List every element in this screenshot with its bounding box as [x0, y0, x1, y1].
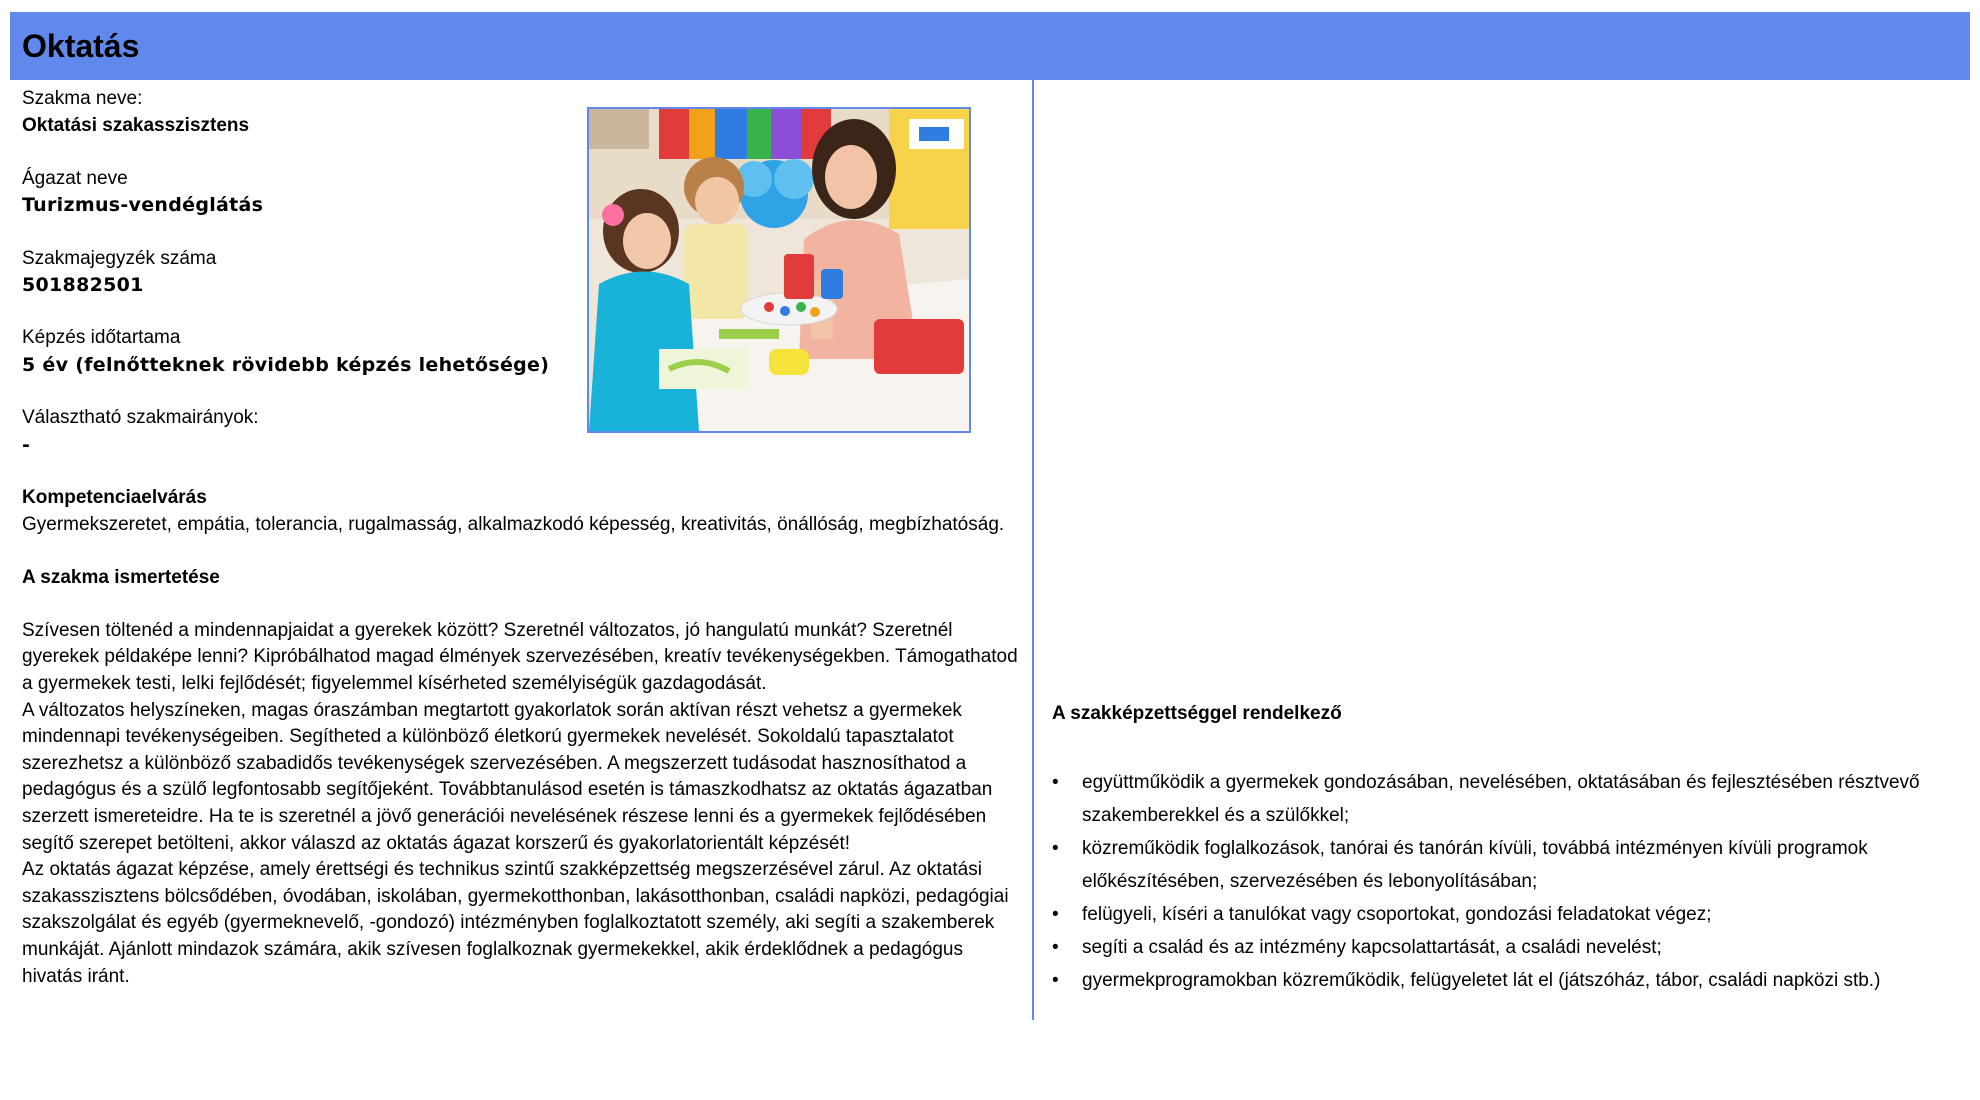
description-title: A szakma ismertetése: [22, 566, 220, 588]
column-divider: [1032, 80, 1034, 1020]
duration-value: 5 év (felnőtteknek rövidebb képzés lehetősége): [22, 353, 550, 376]
list-item: • segíti a család és az intézmény kapcsolattartását, a családi nevelést;: [1052, 931, 1952, 964]
competence-text: Gyermekszeretet, empátia, tolerancia, rugalmasság, alkalmazkodó képesség, kreativitás, önállóság, megbízhatóság.: [22, 513, 1005, 535]
list-item: • felügyeli, kíséri a tanulókat vagy csoportokat, gondozási feladatokat végez;: [1052, 898, 1952, 931]
sector-value: Turizmus-vendéglátás: [22, 194, 264, 217]
directions-label: Választható szakmairányok:: [22, 407, 259, 429]
duration-label: Képzés időtartama: [22, 327, 181, 349]
description-paragraph-3: Az oktatás ágazat képzése, amely érettségi és technikus szintű szakképzettség megszerzésével zárul. Az oktatási szakasszisztens bölcsődében, óvodában, iskolában, gyermekotthonban, lakásotthonban, családi napközi, pedagógiai szakszolgálat és egyéb (gyermeknevelő, -gondozó) intézményben foglalkoztatott személy, aki segíti a szakemberek munkáját. Ajánlott mindazok számára, akik szívesen foglalkoznak gyermekekkel, akik érdeklődnek a pedagógus hivatás iránt.: [22, 859, 1009, 987]
profession-label: Szakma neve:: [22, 88, 143, 109]
description-paragraph-1: Szívesen töltenéd a mindennapjaidat a gyerekek között? Szeretnél változatos, jó hangulatú munkát? Szeretnél gyerekek példaképe lenni? Kipróbálhatod magad élmények szervezésében, kreatív tevékenységekben. Támogathatod a gyermekek testi, lelki fejlődését; figyelemmel kísérheted személyiségük gazdagodását.: [22, 619, 1018, 695]
registry-value: 501882501: [22, 274, 144, 297]
qualified-list: [1052, 766, 1952, 997]
directions-value: -: [22, 433, 31, 456]
competence-title: Kompetenciaelvárás: [22, 486, 207, 508]
qualified-title: A szakképzettséggel rendelkező: [1052, 703, 1342, 724]
right-column: [1052, 700, 1952, 997]
page-title: Oktatás: [22, 28, 140, 64]
profession-value: Oktatási szakasszisztens: [22, 114, 250, 136]
registry-label: Szakmajegyzék száma: [22, 247, 217, 269]
sector-label: Ágazat neve: [22, 167, 128, 189]
description-paragraph-2: A változatos helyszíneken, magas óraszámban megtartott gyakorlatok során aktívan részt vehetsz a gyermekek mindennapi tevékenységeiben. Segítheted a különböző életkorú gyermekek nevelését. Sokoldalú tapasztalatot szerezhetsz a különböző szabadidős tevékenységek szervezésében. A megszerzett tudásodat hasznosíthatod a pedagógus és a szülő legfontosabb segítőjeként. Továbbtanulásod esetén is támaszkodhatsz az oktatás ágazatban szerzett ismereteidre. Ha te is szeretnél a jövő generációi nevelésének részese lenni és a gyermekek fejlődésében segítő szerepet betölteni, akkor válaszd az oktatás ágazat korszerű és gyakorlatorientált képzését!: [22, 699, 993, 854]
classroom-photo: [587, 107, 971, 433]
list-item: • együttműködik a gyermekek gondozásában, nevelésében, oktatásában és fejlesztésében résztvevő szakemberekkel és a szülőkkel;: [1052, 766, 1952, 832]
list-item: • gyermekprogramokban közreműködik, felügyeletet lát el (játszóház, tábor, családi napközi stb.): [1052, 964, 1952, 997]
list-item: • közreműködik foglalkozások, tanórai és tanórán kívüli, továbbá intézményen kívüli programok előkészítésében, szervezésében és lebonyolításában;: [1052, 832, 1952, 898]
page-header: [10, 12, 1970, 80]
